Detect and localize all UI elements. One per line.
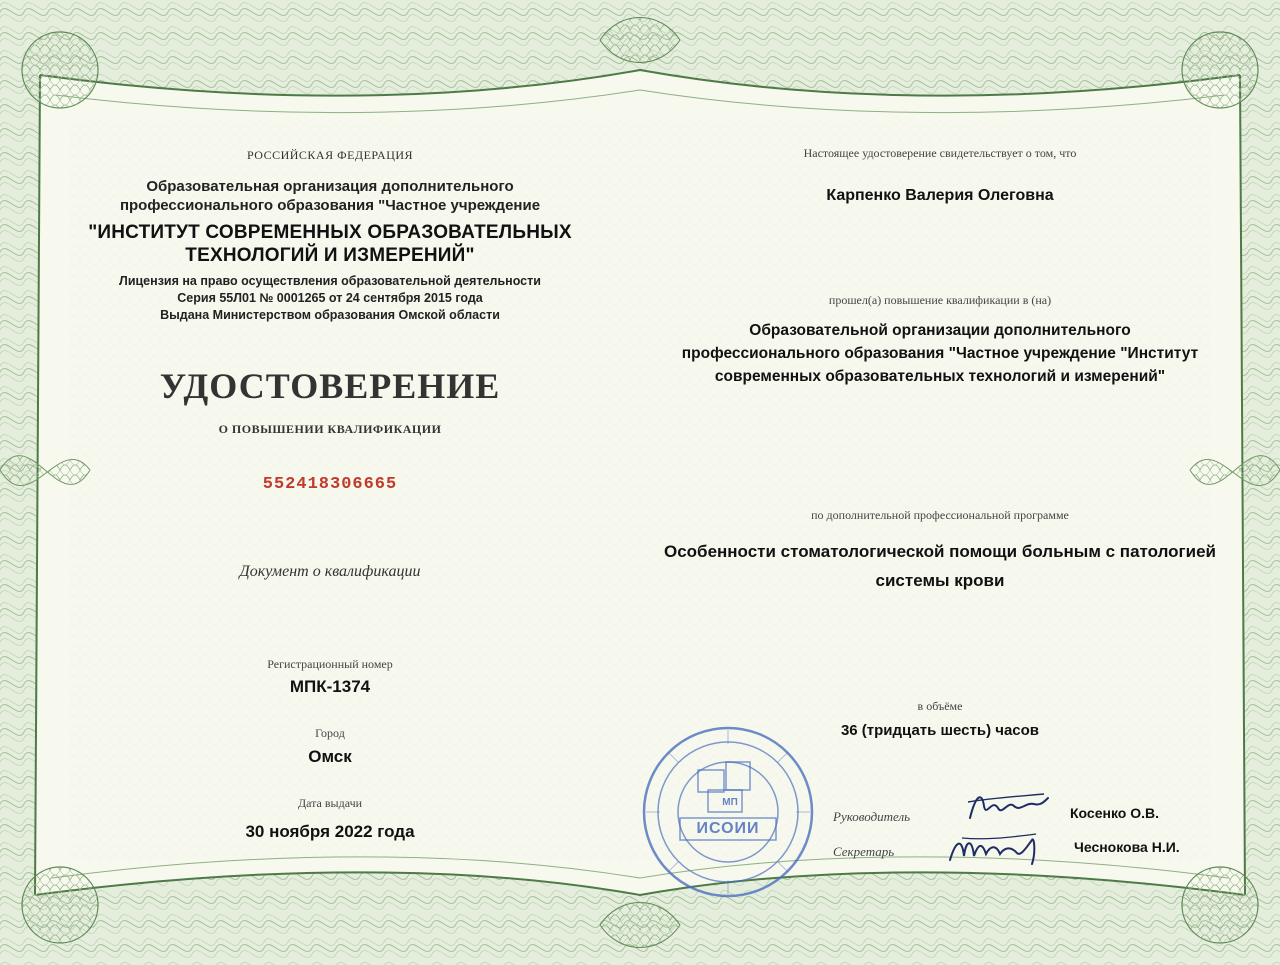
- person-name: Карпенко Валерия Олеговна: [826, 187, 1054, 204]
- stamp-mp: МП: [722, 797, 738, 808]
- license-line-1: Лицензия на право осуществления образовательной деятельности: [119, 274, 541, 288]
- registration-label: Регистрационный номер: [267, 657, 393, 671]
- document-title: УДОСТОВЕРЕНИЕ: [159, 366, 501, 406]
- volume-value: 36 (тридцать шесть) часов: [840, 722, 1040, 739]
- license-line-2: Серия 55Л01 № 0001265 от 24 сентября 2015 года: [177, 291, 483, 305]
- license-line-3: Выдана Министерством образования Омской области: [160, 308, 500, 322]
- org-line-1: Образовательная организация дополнительного: [146, 178, 514, 195]
- city-value: Омск: [308, 747, 352, 766]
- head-signature-icon: [962, 788, 1052, 828]
- right-org-line-2: профессионального образования "Частное учреждение "Институт: [681, 345, 1199, 362]
- org-line-2: профессионального образования "Частное учреждение: [119, 197, 541, 214]
- intro-text: Настоящее удостоверение свидетельствует о том, что: [803, 146, 1077, 160]
- secretary-name: Чеснокова Н.И.: [1074, 839, 1180, 855]
- stamp-text: ИСОИИ: [696, 820, 760, 837]
- program-label: по дополнительной профессиональной программе: [811, 508, 1069, 522]
- right-org-line-1: Образовательной организации дополнительного: [749, 322, 1131, 339]
- org-name-line-1: "ИНСТИТУТ СОВРЕМЕННЫХ ОБРАЗОВАТЕЛЬНЫХ: [88, 222, 572, 243]
- right-org-line-3: современных образовательных технологий и измерений": [714, 368, 1166, 385]
- country-label: РОССИЙСКАЯ ФЕДЕРАЦИЯ: [246, 148, 414, 162]
- program-line-1: Особенности стоматологической помощи больным с патологией: [664, 542, 1216, 561]
- issue-date-value: 30 ноября 2022 года: [245, 822, 415, 841]
- program-line-2: системы крови: [875, 571, 1005, 590]
- secretary-signature-icon: [944, 828, 1044, 872]
- secretary-label: Секретарь: [833, 844, 895, 859]
- org-name-line-2: ТЕХНОЛОГИЙ И ИЗМЕРЕНИЙ": [185, 245, 475, 266]
- document-type: Документ о квалификации: [239, 563, 421, 580]
- head-name: Косенко О.В.: [1070, 805, 1159, 821]
- passed-text: прошел(а) повышение квалификации в (на): [828, 293, 1052, 307]
- registration-number: МПК-1374: [289, 677, 371, 696]
- volume-label: в объёме: [917, 699, 963, 713]
- official-stamp-icon: [638, 722, 818, 902]
- head-label: Руководитель: [833, 809, 911, 824]
- document-subtitle: О ПОВЫШЕНИИ КВАЛИФИКАЦИИ: [218, 422, 442, 436]
- city-label: Город: [315, 726, 345, 740]
- issue-date-label: Дата выдачи: [297, 796, 363, 810]
- serial-number: 552418306665: [262, 475, 398, 494]
